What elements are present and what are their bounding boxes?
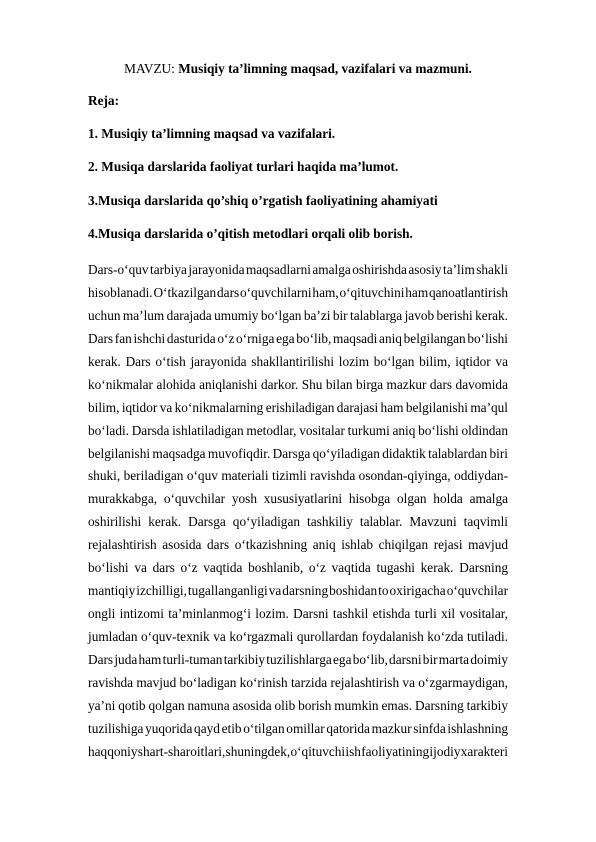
body-line: bo‘lishi va dars o‘z vaqtida boshlanib, o‘z vaqtida tugashi kerak. Darsning: [88, 560, 508, 576]
body-paragraph: [88, 259, 508, 764]
body-line: murakkabga, o‘quvchilar yosh xususiyatlarini hisobga olgan holda amalga: [88, 491, 508, 507]
body-line: Dars fan ishchi dasturida o‘z o‘rniga ega bo‘lib, maqsadi aniq belgilangan bo‘lishi: [88, 330, 508, 346]
body-line: uchun ma’lum darajada umumiy bo‘lgan ba’zi bir talablarga javob berishi kerak.: [88, 307, 508, 323]
body-line: rejalashtirish asosida dars o‘tkazishning aniq ishlab chiqilgan rejasi mavjud: [88, 537, 508, 553]
plan-item-3: 3.Musiqa darslarida qo’shiq o’rgatish faoliyatining ahamiyati: [88, 193, 438, 208]
body-line: bo‘ladi. Darsda ishlatiladigan metodlar, vositalar turkumi aniq bo‘lishi oldindan: [88, 422, 508, 438]
body-line: tuzilishiga yuqorida qayd etib o‘tilgan omillar qatorida mazkur sinfda ishlashning: [88, 720, 508, 736]
body-line: ongli intizomi ta’minlanmog‘i lozim. Darsni tashkil etishda turli xil vositalar,: [88, 606, 508, 622]
topic-separator: :: [171, 61, 179, 76]
body-line: Dars-o‘quv tarbiya jarayonida maqsadlarni amalga oshirishda asosiy ta’lim shakli: [88, 262, 508, 277]
topic-text: Musiqiy ta’limning maqsad, vazifalari va mazmuni.: [178, 61, 472, 76]
plan-heading: Reja:: [88, 93, 120, 108]
body-line: jumladan o‘quv-texnik va ko‘rgazmali qurollardan foydalanish ko‘zda tutiladi.: [88, 629, 508, 644]
plan-item-4: 4.Musiqa darslarida o’qitish metodlari orqali olib borish.: [88, 226, 413, 241]
body-line: shuki, beriladigan o‘quv materiali tizimli ravishda osondan-qiyinga, oddiydan-: [88, 468, 508, 484]
topic-title: [88, 61, 508, 77]
body-line: ya’ni qotib qolgan namuna asosida olib borish mumkin emas. Darsning tarkibiy: [88, 697, 508, 713]
body-line: mantiqiy izchilligi, tugallanganligi va darsning boshidan to oxirigacha o‘quvchilar: [88, 583, 508, 599]
body-line: belgilanishi maqsadga muvofiqdir. Darsga qo‘yiladigan didaktik talablardan biri: [88, 445, 508, 461]
body-line: bilim, iqtidor va ko‘nikmalarning erishiladigan darajasi ham belgilanishi ma’qul: [88, 399, 508, 415]
topic-label: MAVZU: [124, 61, 172, 76]
body-line: Dars juda ham turli-tuman tarkibiy tuzilishlarga ega bo‘lib, darsni bir marta doimiy: [88, 651, 508, 667]
body-line: haqqoniy shart-sharoitlari, shuningdek, o‘qituvchi ish faoliyatining ijodiy xarakteri: [88, 743, 508, 759]
body-line: hisoblanadi. O‘tkazilgan dars o‘quvchilarni ham, o‘qituvchini ham qanoatlantirish: [88, 284, 508, 300]
body-line: kerak. Dars o‘tish jarayonida shakllantirilishi lozim bo‘lgan bilim, iqtidor va: [88, 353, 508, 369]
body-line: oshirilishi kerak. Darsga qo‘yiladigan tashkiliy talablar. Mavzuni taqvimli: [88, 514, 508, 530]
body-line: ko‘nikmalar alohida aniqlanishi darkor. Shu bilan birga mazkur dars davomida: [88, 376, 508, 392]
plan-item-1: 1. Musiqiy ta’limning maqsad va vazifalari.: [88, 126, 336, 141]
body-line: ravishda mavjud bo‘ladigan ko‘rinish tarzida rejalashtirish va o‘zgarmaydigan,: [88, 674, 508, 690]
plan-item-2: 2. Musiqa darslarida faoliyat turlari haqida ma’lumot.: [88, 159, 399, 174]
